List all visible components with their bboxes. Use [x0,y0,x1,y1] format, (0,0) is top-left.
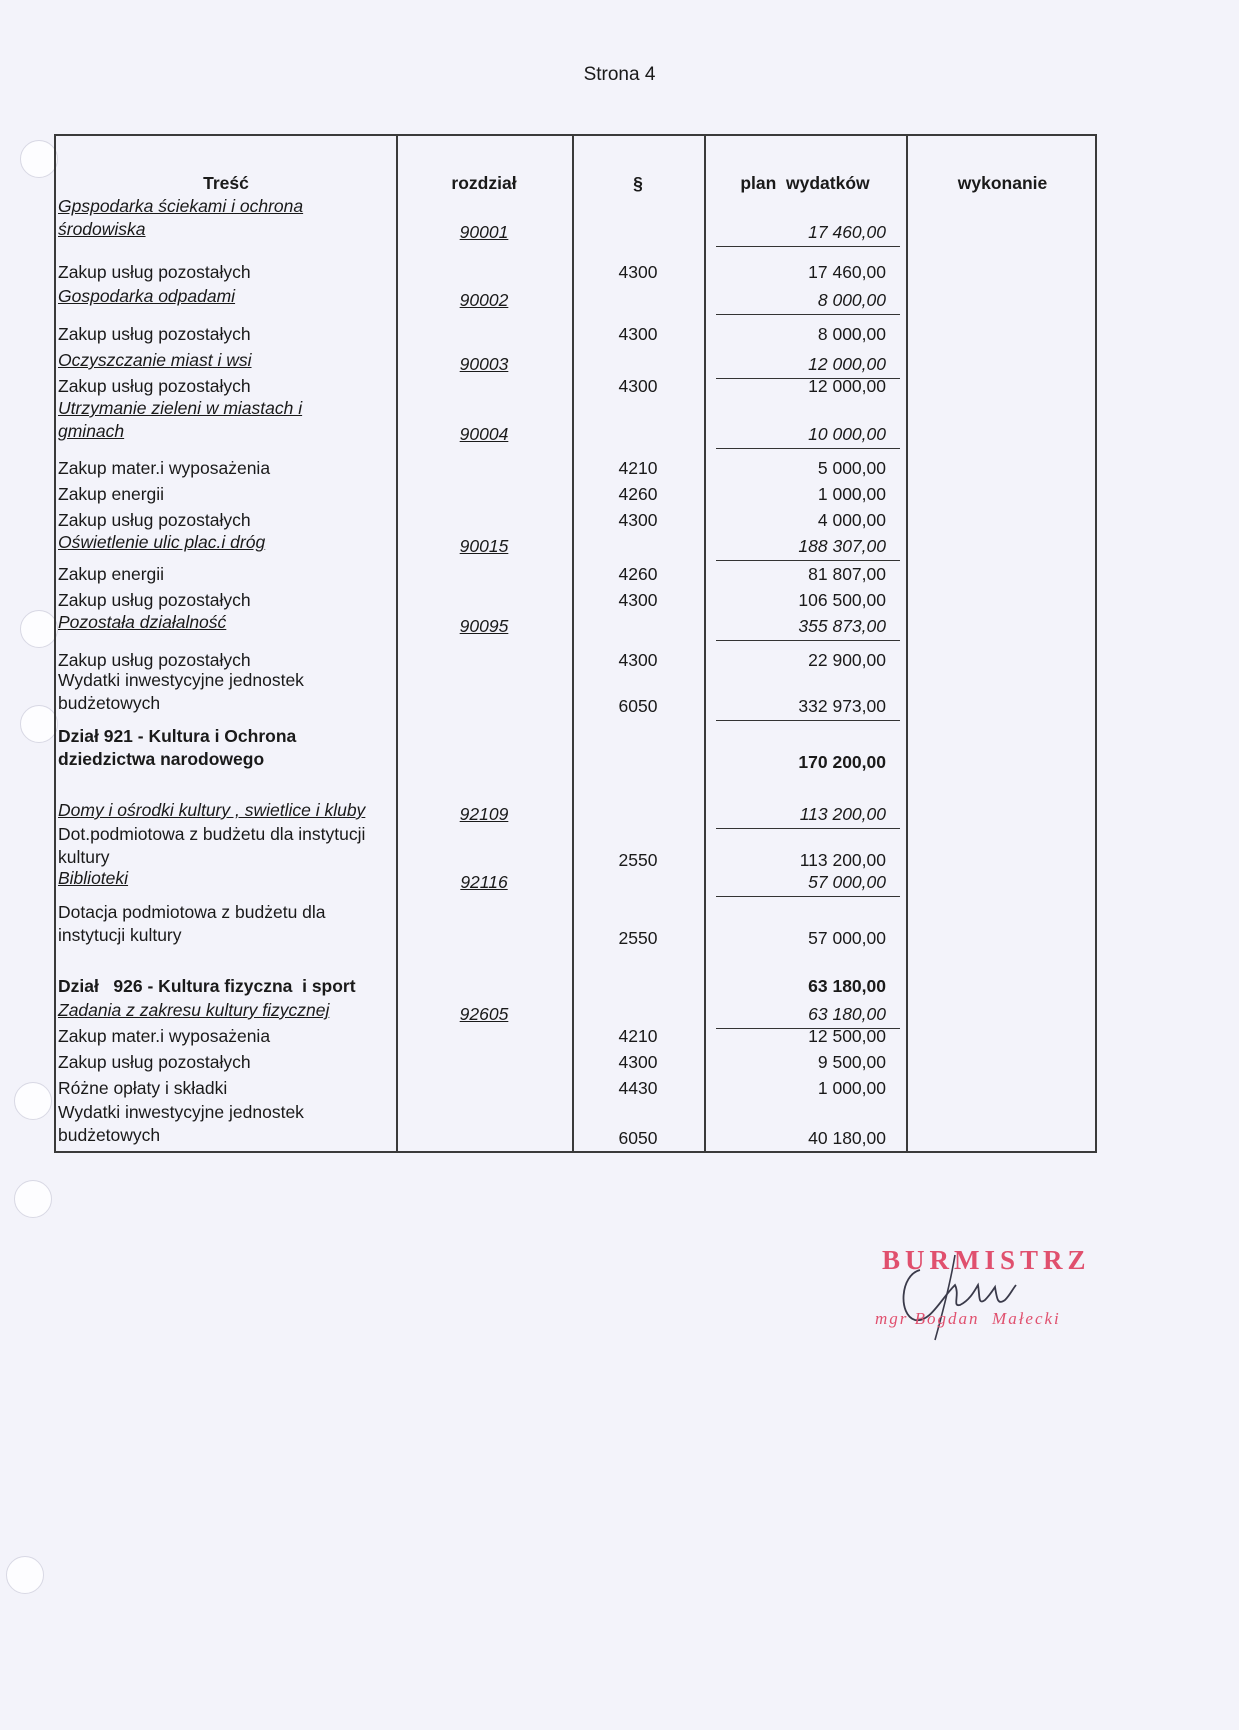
row-rozdzial: 90015 [459,536,509,556]
row-paragraf: 2550 [618,928,658,948]
row-description: Domy i ośrodki kultury , swietlice i kluby [58,800,366,820]
row-description: Dot.podmiotowa z budżetu dla instytucji [58,824,366,844]
row-description: Gospodarka odpadami [58,286,236,306]
row-plan-value: 12 500,00 [808,1026,886,1046]
row-paragraf: 4300 [618,262,658,282]
row-description: Pozostała działalność [58,612,227,632]
row-rozdzial: 90004 [459,424,509,444]
header-paragraf: § [633,173,643,193]
row-paragraf: 2550 [618,850,658,870]
row-plan-value: 5 000,00 [817,458,886,478]
row-plan-value: 8 000,00 [817,290,886,310]
row-paragraf: 4300 [618,1052,658,1072]
row-plan-value: 170 200,00 [798,752,886,772]
row-description: Zadania z zakresu kultury fizycznej [58,1000,330,1020]
row-plan-value: 57 000,00 [808,928,886,948]
row-plan-value: 17 460,00 [808,262,886,282]
punch-hole [6,1556,44,1594]
column-divider [704,136,706,1151]
plan-underline [716,448,900,449]
row-rozdzial: 90095 [459,616,509,636]
row-description: Dział 926 - Kultura fizyczna i sport [58,976,356,996]
row-plan-value: 1 000,00 [817,484,886,504]
row-rozdzial: 92116 [460,872,508,892]
row-description: budżetowych [58,1125,161,1145]
row-paragraf: 4210 [618,458,658,478]
row-description: Zakup usług pozostałych [58,590,251,610]
row-description: Wydatki inwestycyjne jednostek [58,670,304,690]
row-description: Zakup mater.i wyposażenia [58,1026,271,1046]
row-plan-value: 113 200,00 [799,850,886,870]
row-description: Różne opłaty i składki [58,1078,228,1098]
plan-underline [716,828,900,829]
row-description: Wydatki inwestycyjne jednostek [58,1102,304,1122]
row-plan-value: 4 000,00 [817,510,886,530]
row-plan-value: 188 307,00 [798,536,886,556]
row-rozdzial: 90003 [459,354,509,374]
row-plan-value: 63 180,00 [808,976,886,996]
row-paragraf: 4300 [618,590,658,610]
plan-underline [716,896,900,897]
plan-underline [716,640,900,641]
page-number: Strona 4 [583,64,656,85]
row-plan-value: 113 200,00 [799,804,886,824]
row-plan-value: 10 000,00 [808,424,886,444]
row-description: Biblioteki [58,868,129,888]
row-paragraf: 4300 [618,510,658,530]
row-description: Zakup usług pozostałych [58,262,251,282]
plan-underline [716,246,900,247]
row-description: Zakup usług pozostałych [58,376,251,396]
punch-hole [14,1180,52,1218]
expenditure-table [54,134,1097,1153]
punch-hole [20,705,58,743]
punch-hole [20,140,58,178]
row-plan-value: 9 500,00 [817,1052,886,1072]
header-tresc: Treść [203,173,249,193]
row-paragraf: 4260 [618,564,658,584]
row-plan-value: 332 973,00 [798,696,886,716]
row-description: Oczyszczanie miast i wsi [58,350,252,370]
row-paragraf: 4260 [618,484,658,504]
header-rozdzial: rozdział [451,173,517,193]
row-description: Gpspodarka ściekami i ochrona [58,196,304,216]
row-plan-value: 63 180,00 [808,1004,886,1024]
row-paragraf: 6050 [618,696,658,716]
row-plan-value: 12 000,00 [808,354,886,374]
row-rozdzial: 92605 [459,1004,509,1024]
stamp-title: BURMISTRZ [882,1245,1091,1275]
punch-hole [20,610,58,648]
column-divider [906,136,908,1151]
punch-hole [14,1082,52,1120]
row-description: Zakup energii [58,564,165,584]
row-plan-value: 22 900,00 [808,650,886,670]
row-plan-value: 8 000,00 [817,324,886,344]
burmistrz-stamp [860,1245,1100,1345]
plan-underline [716,314,900,315]
stamp-name: mgr Bogdan Małecki [875,1309,1061,1328]
row-description: Zakup usług pozostałych [58,324,251,344]
plan-underline [716,720,900,721]
row-plan-value: 40 180,00 [808,1128,886,1148]
header-wykonanie: wykonanie [957,173,1048,193]
row-rozdzial: 92109 [459,804,509,824]
plan-underline [716,560,900,561]
row-plan-value: 355 873,00 [798,616,886,636]
column-divider [396,136,398,1151]
row-paragraf: 4300 [618,650,658,670]
row-description: Zakup usług pozostałych [58,510,251,530]
row-description: Zakup usług pozostałych [58,1052,251,1072]
row-plan-value: 17 460,00 [808,222,886,242]
row-paragraf: 6050 [618,1128,658,1148]
row-rozdzial: 90001 [459,222,509,242]
row-plan-value: 106 500,00 [798,590,886,610]
row-description: gminach [58,421,125,441]
row-description: Zakup mater.i wyposażenia [58,458,271,478]
row-description: Oświetlenie ulic plac.i dróg [58,532,266,552]
row-paragraf: 4300 [618,324,658,344]
row-description: instytucji kultury [58,925,182,945]
row-description: Dotacja podmiotowa z budżetu dla [58,902,326,922]
row-description: Zakup usług pozostałych [58,650,251,670]
row-description: Zakup energii [58,484,165,504]
row-plan-value: 1 000,00 [817,1078,886,1098]
row-plan-value: 12 000,00 [808,376,886,396]
row-paragraf: 4300 [618,376,658,396]
row-description: środowiska [58,219,146,239]
row-description: Utrzymanie zieleni w miastach i [58,398,303,418]
row-plan-value: 81 807,00 [808,564,886,584]
column-divider [572,136,574,1151]
row-rozdzial: 90002 [459,290,509,310]
row-paragraf: 4430 [618,1078,658,1098]
row-paragraf: 4210 [618,1026,658,1046]
row-description: Dział 921 - Kultura i Ochrona [58,726,297,746]
row-description: budżetowych [58,693,161,713]
row-description: dziedzictwa narodowego [58,749,265,769]
row-description: kultury [58,847,110,867]
row-plan-value: 57 000,00 [808,872,886,892]
header-plan: plan wydatków [740,173,870,193]
